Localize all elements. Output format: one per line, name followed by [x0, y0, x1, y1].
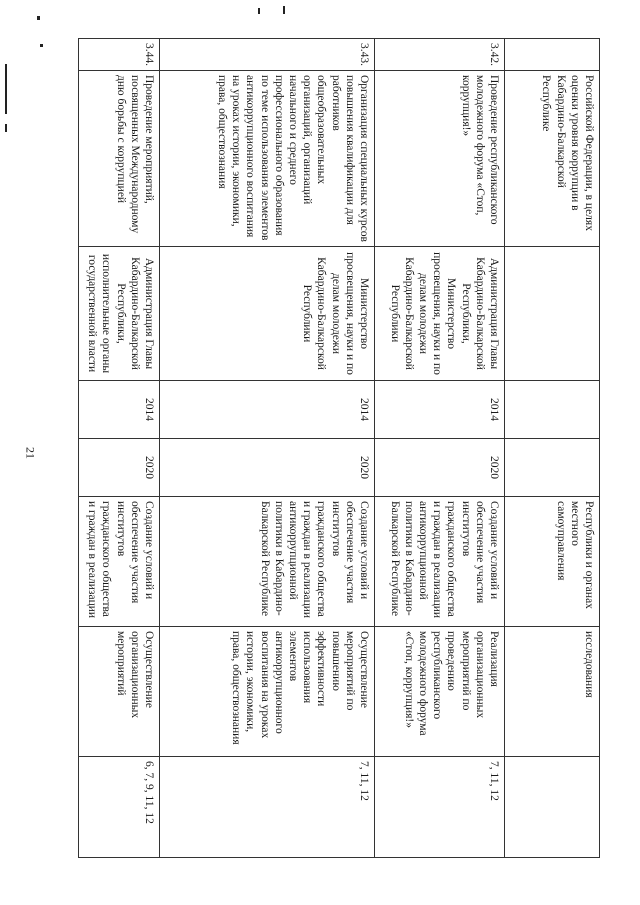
- cell-end-year: 2020: [79, 438, 159, 496]
- table-row: [78, 38, 160, 858]
- cell-end-year: [504, 438, 599, 496]
- table-row: [504, 38, 600, 858]
- cell-result: Создание условий и обеспечение участия институтов гражданского общества и граждан в реализации антикоррупционной политики в Кабардино-Балкарской Республике: [374, 496, 504, 626]
- cell-executor: [504, 246, 599, 380]
- scan-mark: [5, 124, 7, 132]
- cell-number: 3.43.: [159, 38, 374, 70]
- cell-measure: Организация специальных курсов повышения квалификации для работников общеобразовательных организаций, организаций начального и среднего профессионального образования по теме использования элементов антикоррупционного воспитания на уроках истории, экономики, права, обществознания: [159, 70, 374, 246]
- cell-number: [504, 38, 599, 70]
- cell-executor: Администрация Главы Кабардино-Балкарской Республики, Министерство просвещения, науки и по делам молодежи Кабардино-Балкарской Республики: [374, 246, 504, 380]
- cell-number: 3.44.: [79, 38, 159, 70]
- cell-indicator: Осуществление организационных мероприятий: [79, 626, 159, 756]
- cell-result: Создание условий и обеспечение участия институтов гражданского общества и граждан в реализации: [79, 496, 159, 626]
- table-row: [374, 38, 505, 858]
- cell-start-year: 2014: [79, 380, 159, 438]
- cell-link: [504, 756, 599, 858]
- cell-measure: Проведение республиканского молодежного форума «Стоп, коррупция!»: [374, 70, 504, 246]
- scan-mark: [283, 6, 285, 14]
- cell-executor: Министерство просвещения, науки и по делам молодежи Кабардино-Балкарской Республики: [159, 246, 374, 380]
- cell-link: 6, 7, 9, 11, 12: [79, 756, 159, 858]
- table-row: [159, 38, 375, 858]
- cell-start-year: 2014: [374, 380, 504, 438]
- cell-executor: Администрация Главы Кабардино-Балкарской Республики, исполнительные органы государственной власти: [79, 246, 159, 380]
- cell-result: Создание условий и обеспечение участия институтов гражданского общества и граждан в реализации антикоррупционной политики в Кабардино-Балкарской Республике: [159, 496, 374, 626]
- cell-end-year: 2020: [374, 438, 504, 496]
- cell-link: 7, 11, 12: [374, 756, 504, 858]
- cell-result: Республики и органах местного самоуправления: [504, 496, 599, 626]
- cell-indicator: исследования: [504, 626, 599, 756]
- scan-mark: [5, 64, 7, 114]
- cell-indicator: Реализация организационных мероприятий по проведению республиканского молодежного форума «Стоп, коррупция!»: [374, 626, 504, 756]
- cell-link: 7, 11, 12: [159, 756, 374, 858]
- scan-mark: [37, 16, 40, 20]
- scan-mark: [40, 44, 43, 47]
- cell-end-year: 2020: [159, 438, 374, 496]
- rotated-page: [80, 38, 600, 858]
- page-number: 21: [23, 447, 38, 459]
- cell-measure: Российской Федерации, в целях оценки уровня коррупции в Кабардино-Балкарской Республике: [504, 70, 599, 246]
- scan-mark: [258, 8, 260, 14]
- cell-measure: Проведение мероприятий, посвященных Международному дню борьбы с коррупцией: [79, 70, 159, 246]
- measures-table: [80, 38, 600, 858]
- cell-indicator: Осуществление мероприятий по повышению эффективности использования элементов антикоррупционного воспитания на уроках истории, экономики, права, обществознания: [159, 626, 374, 756]
- cell-start-year: [504, 380, 599, 438]
- cell-number: 3.42.: [374, 38, 504, 70]
- cell-start-year: 2014: [159, 380, 374, 438]
